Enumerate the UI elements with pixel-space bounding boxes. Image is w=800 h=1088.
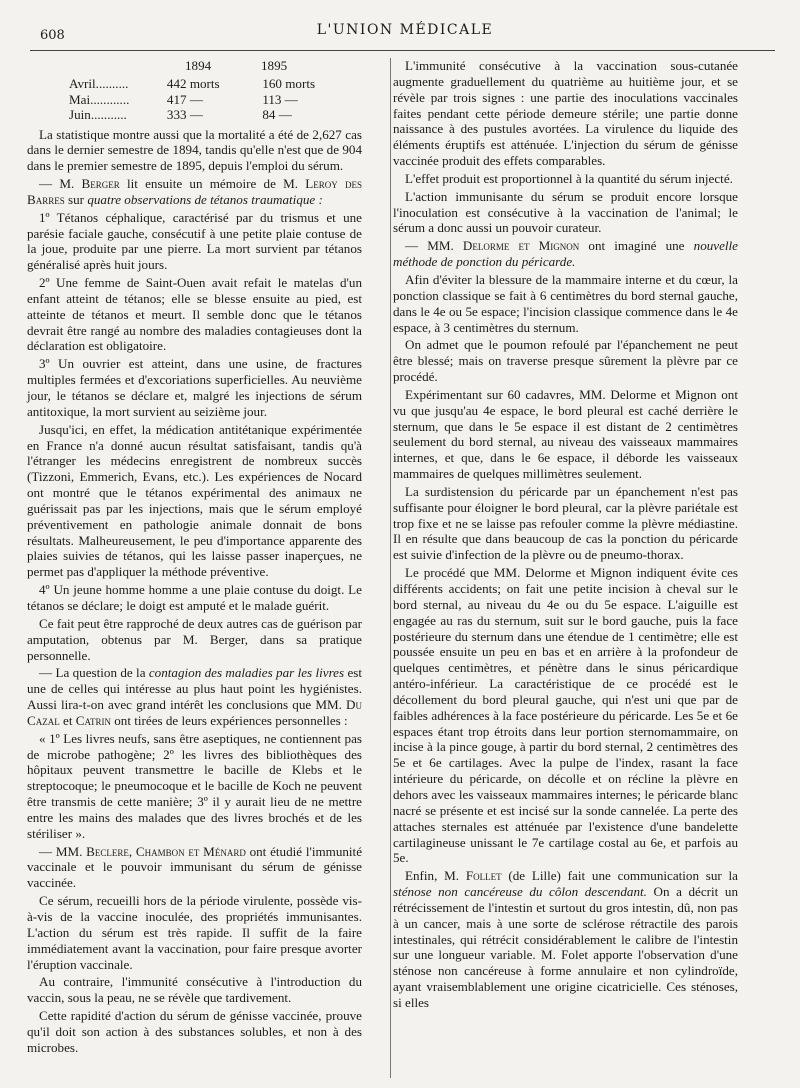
paragraph: L'action immunisante du sérum se produit encore lorsque l'inoculation est consécutive à la vaccination de l'animal; le sérum a donc aussi un pouvoir curateur. bbox=[393, 188, 738, 236]
paragraph: L'immunité consécutive à la vaccination sous-cutanée augmente graduellement du quatrième au huitième jour, et se révèle par trois signes : une partie des inoculations vaccinales faites pendant cette période demeure stérile; une partie donne naissance à des pustules avortées. La virulence du liquide des éléments éruptifs est atténuée. L'injection du sérum de génisse vaccinée produit des effets comparables. bbox=[393, 58, 738, 169]
paragraph: Ce sérum, recueilli hors de la période virulente, possède vis-à-vis de la vaccine inoculée, des propriétés immunisantes. L'action du sérum est très rapide. Il suffit de la faire immédiatement avant la vaccination, pour faire presque avorter l'éruption vaccinale. bbox=[27, 893, 362, 972]
text-run: sur bbox=[64, 191, 88, 207]
table-row bbox=[57, 92, 337, 108]
method-title: nouvelle méthode de ponction du péricarde. bbox=[393, 238, 738, 270]
paragraph: Expérimentant sur 60 cadavres, MM. Delorme et Mignon ont vu que jusqu'au 4e espace, le bord pleural est caché derrière le sternum, que dans le 5e espace il est distant de 2 centimètres seulement du bord sternal, au niveau des vaisseaux mammaires internes, et que, dans le 6e espace, il déborde les vaisseaux mammaires de quelques millimètres seulement. bbox=[393, 386, 738, 482]
paragraph bbox=[393, 868, 738, 1011]
table-row bbox=[57, 107, 337, 123]
author-name: Berger bbox=[81, 176, 120, 192]
paragraph: Jusqu'ici, en effet, la médication antitétanique expérimentée en France n'a donné aucun résultat satisfaisant, tandis qu'à l'étranger les médecins enregistrent de nombreux succès (Tizzoni, Emmerich, Evans, etc.). Les expériences de Nocard ont montré que le tétanos expérimental des animaux ne guérissait pas par les injections, mais que le sérum employé préventivement en pathologie animale donnait de bons résultats. Malheureusement, le peu d'importance apparente des plaies suivies de tétanos, qui les laisse passer inaperçues, ne permet pas d'appliquer la méthode préventive. bbox=[27, 421, 362, 580]
text-run: lit ensuite un mémoire de M. bbox=[119, 176, 306, 192]
paragraph: Afin d'éviter la blessure de la mammaire interne et du cœur, la ponction classique se fait à 6 centimètres du bord sternal gauche, dans le 4e ou 5e espace; l'incision classique commence dans le 4e espace, à 3 centimètres du sternum. bbox=[393, 271, 738, 335]
author-names: Beclere, Chambon et Ménard bbox=[86, 843, 246, 859]
year-1895: 1895 bbox=[261, 58, 288, 73]
value-1895-cell: 160 morts bbox=[262, 76, 316, 91]
author-name: Follet bbox=[465, 868, 502, 884]
text-run: (de Lille) fait une communication sur la bbox=[501, 868, 738, 884]
table-row bbox=[57, 76, 337, 92]
text-run: Enfin, M. bbox=[405, 868, 466, 884]
text-run: — M. bbox=[39, 176, 82, 192]
text-run: — MM. bbox=[39, 843, 87, 859]
communication-title: sténose non cancéreuse du côlon descendant. bbox=[393, 884, 647, 900]
month-cell: Juin........... bbox=[69, 107, 127, 122]
value-1895-cell: 113 — bbox=[262, 91, 298, 107]
paragraph: Ce fait peut être rapproché de deux autres cas de guérison par amputation, obtenus par M. Berger, dans sa pratique personnelle. bbox=[27, 615, 362, 663]
paragraph: 2º Une femme de Saint-Ouen avait refait le matelas d'un enfant atteint de tétanos; elle se blesse ensuite au pied, est atteinte de tétanos et meurt. Il semble donc que le tétanos devrait être rangé au nombre des maladies contagieuses dont la déclaration est obligatoire. bbox=[27, 275, 362, 354]
value-1894-cell: 417 — bbox=[166, 91, 203, 107]
mortality-table bbox=[57, 58, 337, 123]
paragraph bbox=[27, 665, 362, 728]
paragraph: Au contraire, l'immunité consécutive à l'introduction du vaccin, sous la peau, ne se révèle que tardivement. bbox=[27, 974, 362, 1006]
year-1894: 1894 bbox=[185, 58, 212, 73]
author-name: Leroy des Barres bbox=[27, 176, 362, 207]
month-cell: Avril.......... bbox=[69, 76, 129, 91]
paragraph: « 1º Les livres neufs, sans être aseptiques, ne contiennent pas de microbe pathogène; 2º les livres des bibliothèques des hôpitaux peuvent transmettre le bacille de Klebs et le streptocoque; le pneumocoque et le bacille de Koch ne peuvent être transmis de cette manière; 3º il y aurait lieu de ne mettre entre les mains des malades que des livres brochés et de les stériliser ». bbox=[27, 730, 362, 841]
right-column bbox=[393, 58, 738, 1013]
paragraph bbox=[393, 238, 738, 270]
paragraph: La surdistension du péricarde par un épanchement n'est pas suffisante pour éloigner le bord pleural, car la plèvre pariétale est trop fixe et ne se laisse pas refouler comme la plèvre médiastine. Il en résulte que dans beaucoup de cas la ponction du péricarde est suivie d'infection de la plèvre ou de pneumo-thorax. bbox=[393, 483, 738, 563]
text-run: — MM. bbox=[405, 238, 463, 254]
header-rule bbox=[30, 50, 775, 51]
column-divider bbox=[390, 58, 391, 1078]
paragraph: Cette rapidité d'action du sérum de génisse vaccinée, prouve qu'il doit son action à des substances solubles, et non à des microbes. bbox=[27, 1008, 362, 1055]
memoir-title: quatre observations de tétanos traumatique : bbox=[87, 191, 323, 207]
value-1894-cell: 333 — bbox=[166, 107, 203, 122]
author-name: Catrin bbox=[75, 712, 111, 728]
value-1895-cell: 84 — bbox=[262, 107, 292, 122]
paragraph: 4º Un jeune homme homme a une plaie contuse du doigt. Le tétanos se déclare; le doigt est amputé et le malade guérit. bbox=[27, 582, 362, 613]
paragraph: La statistique montre aussi que la mortalité a été de 2,627 cas dans le dernier semestre de 1894, tandis qu'elle n'est que de 904 dans le premier semestre de 1895, depuis l'emploi du sérum. bbox=[27, 126, 362, 174]
topic-title: contagion des maladies par les livres bbox=[148, 665, 345, 681]
text-run: ont tirées de leurs expériences personnelles : bbox=[110, 712, 348, 728]
author-name: Du Cazal bbox=[27, 697, 362, 728]
paragraph bbox=[27, 844, 362, 892]
text-run: On a décrit un rétrécissement de l'intestin et surtout du gros intestin, dû, non pas à un cancer, mais à une sorte de sclérose rétractile des parois intestinales, qui rétrécit considérablement le calibre de l'intestin sur une longueur variable. M. Folet apporte l'observation d'une sténose non cancéreuse à forme annulaire et non cylindroïde, ayant vraisemblablement une origine cicatricielle. Ces sténoses, si elles bbox=[393, 884, 738, 1010]
text-run: et bbox=[59, 712, 76, 728]
paragraph: Le procédé que MM. Delorme et Mignon indiquent évite ces différents accidents; on fait une petite incision à cheval sur le bord sternal, au niveau du 4e ou du 5e espace. L'aiguille est engagée au ras du sternum, suit sur le bord gauche, puis la face postérieure du sternum dans une étendue de 1 centimètre; elle est poussée ensuite un peu en bas et en arrière à la profondeur de quelques centimètres, et pénètre dans le sinus péricardique antéro-inférieur. La caractéristique de ce procédé est le décollement du bord pleural gauche, qui n'est uni que par de faibles adhérences à la face postérieure du péricarde. Les 5e et 6e espaces étant trop étroits dans leur portion sternomammaire, on incise à la pince gouge, à partir du bord sternal, 2 centimètres des 5e et 6e cartilages. Avec la pulpe de l'index, rasant la face intérieure du péricarde, on décolle et on récline la plèvre en dehors avec les vaisseaux mammaires internes; le péricarde blanc nacré se présente et est incisé sur la sonde cannelée. La perte des attaches sternales est atténuée par l'existence d'une bandelette cartilagineuse unissant le 7e cartilage costal au 6e, et parfois au 5e. bbox=[393, 565, 738, 866]
page-header bbox=[40, 22, 770, 42]
running-title: L'UNION MÉDICALE bbox=[316, 22, 494, 38]
text-run: ont imaginé une bbox=[579, 238, 694, 254]
paragraph: 3º Un ouvrier est atteint, dans une usine, de fractures multiples fermées et d'excoriations superficielles. Au neuvième jour, le tétanos se déclare et, malgré les injections de sérum antitoxique, la mort survient au seizième jour. bbox=[27, 356, 362, 419]
paragraph: 1º Tétanos céphalique, caractérisé par du trismus et une parésie faciale gauche, consécutif à une petite plaie contuse de la joue, produite par une pierre. La mort survient par tétanos généralisé après huit jours. bbox=[27, 209, 362, 273]
left-column bbox=[27, 58, 362, 1058]
page-number: 608 bbox=[40, 28, 65, 43]
month-cell: Mai............ bbox=[69, 91, 130, 107]
paragraph bbox=[27, 176, 362, 208]
mortality-table-header bbox=[57, 58, 337, 76]
text-run: est une de celles qui intéresse au plus haut point les hygiénistes. Aussi lira-t-on avec grand intérêt les conclusions que MM. bbox=[27, 665, 363, 713]
value-1894-cell: 442 morts bbox=[166, 76, 220, 91]
paragraph: On admet que le poumon refoulé par l'épanchement ne peut être blessé; mais on traverse presque sûrement la plèvre par ce procédé. bbox=[393, 337, 738, 385]
author-names: Delorme et Mignon bbox=[462, 238, 580, 254]
text-run: — La question de la bbox=[39, 665, 149, 681]
text-run: ont étudié l'immunité vaccinale et le pouvoir immunisant du sérum de génisse vaccinée. bbox=[27, 843, 363, 891]
paragraph: L'effet produit est proportionnel à la quantité du sérum injecté. bbox=[405, 170, 733, 186]
